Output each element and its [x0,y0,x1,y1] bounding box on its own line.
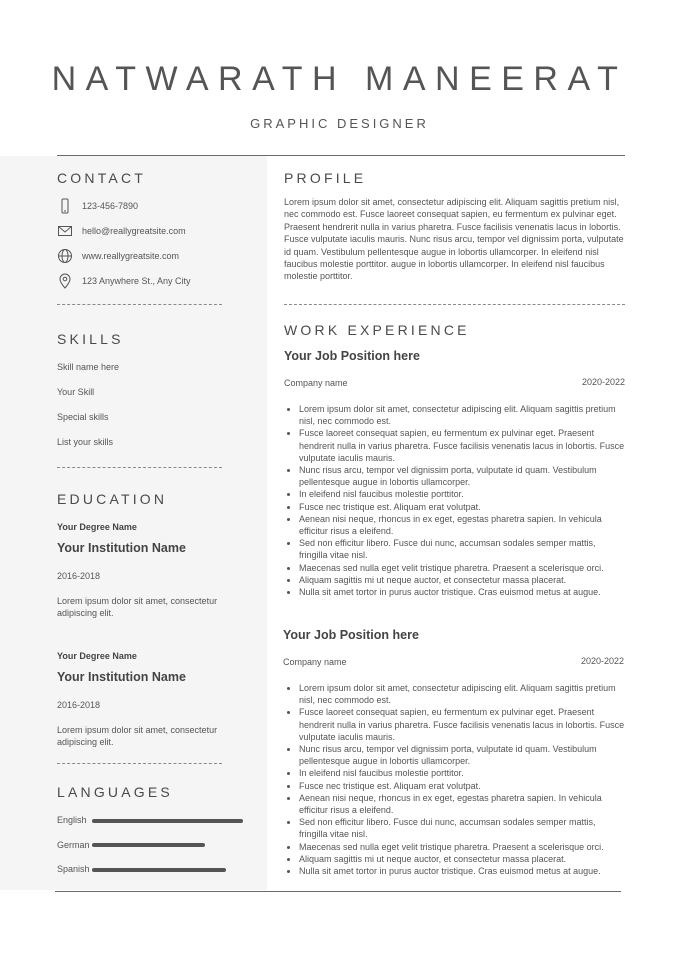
list-item: • Aliquam sagittis mi ut neque auctor, et consectetur massa placerat. [299,853,626,865]
education-description: Lorem ipsum dolor sit amet, consectetur adipiscing elit. [57,725,218,748]
list-item: • Fusce nec tristique est. Aliquam erat volutpat. [299,780,626,792]
list-item: • Maecenas sed nulla eget velit tristique pharetra. Praesent a scelerisque orci. [299,841,626,853]
phone-icon [57,198,73,214]
list-item: • Nunc risus arcu, tempor vel dignissim porta, vulputate id quam. Vestibulum pellentesque augue in lobortis ullamcorper. [299,464,626,488]
language-name: Spanish [57,864,90,874]
skill-item: Special skills [57,412,109,422]
list-item: • Sed non efficitur libero. Fusce dui nunc, accumsan sodales semper mattis, fringilla vitae nisl. [299,816,626,840]
list-item: • Nulla sit amet tortor in purus auctor tristique. Cras euismod metus at augue. [299,586,626,598]
job-dates: 2020-2022 [580,656,624,666]
language-level-bar [92,868,226,872]
list-item: • Nunc risus arcu, tempor vel dignissim porta, vulputate id quam. Vestibulum pellentesque augue in lobortis ullamcorper. [299,743,626,767]
job-bullets [284,682,626,877]
job-position: Your Job Position here [283,628,419,642]
job-dates: 2020-2022 [581,377,625,387]
institution-name: Your Institution Name [57,670,186,684]
list-item: • Aenean nisi neque, rhoncus in ex eget, egestas pharetra sapien. In vehicula efficitur risus a eleifend. [299,792,626,816]
list-item: • Lorem ipsum dolor sit amet, consectetur adipiscing elit. Aliquam sagittis pretium nisl, nec commodo est. [299,682,626,706]
list-item: • Aenean nisi neque, rhoncus in ex eget, egestas pharetra sapien. In vehicula efficitur risus a eleifend. [299,513,626,537]
list-item: • In eleifend nisl faucibus molestie porttitor. [299,767,626,779]
skill-item: Skill name here [57,362,120,372]
list-item: • Maecenas sed nulla eget velit tristique pharetra. Praesent a scelerisque orci. [299,562,626,574]
language-name: German [57,840,90,850]
job-position: Your Job Position here [284,349,420,363]
candidate-name: NATWARATH MANEERAT [51,60,628,98]
list-item: • In eleifend nisl faucibus molestie porttitor. [299,488,626,500]
email-text: hello@reallygreatsite.com [82,226,186,236]
education-years: 2016-2018 [57,571,101,581]
profile-heading: PROFILE [284,170,367,186]
website-text: www.reallygreatsite.com [82,251,180,261]
education-years: 2016-2018 [57,700,101,710]
location-pin-icon [57,273,73,289]
education-heading: EDUCATION [57,491,168,507]
globe-icon [57,248,73,264]
institution-name: Your Institution Name [57,541,186,555]
work-heading: WORK EXPERIENCE [284,322,470,338]
list-item: • Fusce laoreet consequat sapien, eu fermentum ex pulvinar eget. Praesent hendrerit nulla in varius pharetra. Fusce facilisis venenatis lacus in lobortis. Fusce vulputate iaculis mauris. [299,427,626,464]
list-item: • Lorem ipsum dolor sit amet, consectetur adipiscing elit. Aliquam sagittis pretium nisl, nec commodo est. [299,403,626,427]
list-item: • Fusce nec tristique est. Aliquam erat volutpat. [299,501,626,513]
company-name: Company name [284,378,348,388]
job-title: GRAPHIC DESIGNER [250,116,429,131]
language-name: English [57,815,87,825]
skills-divider [57,467,222,468]
profile-text: Lorem ipsum dolor sit amet, consectetur adipiscing elit. Aliquam sagittis pretium nisl, nec commodo est. Fusce laoreet consequat sapien, eu fermentum ex pulvinar eget. Praesent hendrerit nulla in varius pharetra. Fusce facilisis venenatis lacus in lobortis. Fusce vulputate iaculis mauris. Nunc risus arcu, tempor vel dignissim porta, vulputate id quam. Vestibulum pellentesque augue in lobortis ullamcorper. In eleifend nisl faucibus molestie porttitor. augue in lobortis ullamcorper. In eleifend nisl faucibus molestie porttitor. [284,197,624,282]
resume-header [0,0,679,156]
list-item: • Nulla sit amet tortor in purus auctor tristique. Cras euismod metus at augue. [299,865,626,877]
company-name: Company name [283,657,347,667]
list-item: • Sed non efficitur libero. Fusce dui nunc, accumsan sodales semper mattis, fringilla vitae nisl. [299,537,626,561]
skills-heading: SKILLS [57,331,124,347]
skill-item: List your skills [57,437,114,447]
language-level-bar [92,819,243,823]
languages-heading: LANGUAGES [57,784,173,800]
job-bullets [284,403,626,598]
profile-divider [284,304,625,305]
address-text: 123 Anywhere St., Any City [82,276,191,286]
contact-divider [57,304,222,305]
skill-item: Your Skill [57,387,95,397]
education-divider [57,763,222,764]
list-item: • Fusce laoreet consequat sapien, eu fermentum ex pulvinar eget. Praesent hendrerit nulla in varius pharetra. Fusce facilisis venenatis lacus in lobortis. Fusce vulputate iaculis mauris. [299,706,626,743]
language-level-bar [92,843,205,847]
phone-text: 123-456-7890 [82,201,139,211]
mail-icon [57,223,73,239]
degree-name: Your Degree Name [57,651,137,661]
list-item: • Aliquam sagittis mi ut neque auctor, et consectetur massa placerat. [299,574,626,586]
degree-name: Your Degree Name [57,522,137,532]
education-description: Lorem ipsum dolor sit amet, consectetur adipiscing elit. [57,596,218,619]
contact-heading: CONTACT [57,170,147,186]
footer-divider [55,891,621,892]
